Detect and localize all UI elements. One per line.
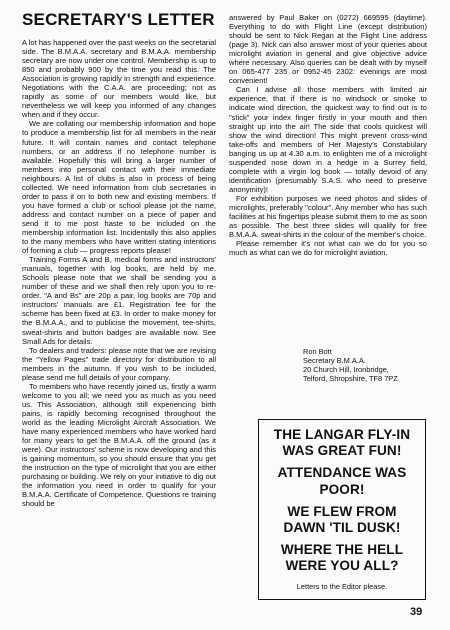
notice-line: ATTENDANCE WAS bbox=[277, 465, 407, 481]
paragraph: Please remember it's not what can we do for you so much as what can we do for microlight aviation. bbox=[229, 239, 427, 258]
paragraph: answered by Paul Baker on (0272) 669595 (daytime). Everything to do with Flight Line (except distribution) should be sent to Nick Regan at the Flight Line address (page 3). Nick can also answer most of your queries about microlight aviation in general and give objective advice where necessary. Also queries can be dealt with by myself on 065-477 235 or 0952-45 2302: evenings are most convenient! bbox=[229, 13, 427, 86]
paragraph: To members who have recently joined us, firstly a warm welcome to you all; we need you as much as you need us. This Association, although still experiencing birth pains, is rapidly becoming recognised throughout the world as the leading Microlight Aircraft Association. We have many experienced members who have worked hard for many years to get the B.M.A.A. off the ground (as it were). Our instructors' scheme is now developing and this is gaining momentum, so you should ensure that you get the instruction on the type of microlight that you are either purchasing or building. We rely on your initiative to dig out the information you need in order to qualify for your B.M.A.A. Certificate of Competence. Questions re training should be bbox=[22, 381, 216, 509]
paragraph: Can I advise all those members with limited air experience, that if there is no windsock or smoke to indicate wind direction, the quickest way to find out is to "stick" your index finger firstly in your mouth and then straight up into the air! The side that cools quickest will show the wind direction! This might prevent cross-wind take-offs and members of Her Majesty's Constabulary banging us up at 4.30 a.m. to enlighten me of a microlight suspended nose down in a hedge in a Surrey field, complete with a virgin log book — totally devoid of any identification (presumably S.A.S. who need to preserve anonymity)! bbox=[229, 85, 427, 194]
paragraph: A lot has happened over the past weeks on the secretarial side. The B.M.A.A. secretary and B.M.A.A. membership secretary are now under one control. Membership is up to 850 and probably 900 by the time you read this. The Association is growing rapidly in strength and experience. Negotiations with the C.A.A. are proceeding; not as rapidly as some of our members would like, but nevertheless we will keep you informed of any changes when and if they occur. bbox=[22, 38, 216, 120]
notice-line: POOR! bbox=[319, 481, 365, 497]
notice-box bbox=[258, 419, 426, 600]
paragraph: To dealers and traders: please note that we are revising the "Yellow Pages" trade directory for distribution to all members in the autumn. If you wish to be included, please send me full details of your company. bbox=[22, 345, 216, 382]
notice-line: DAWN 'TIL DUSK! bbox=[283, 520, 401, 536]
paragraph: For exhibition purposes we need photos and slides of microlights, preferably "colour". Any member who has such facilities at his fingertips please submit them to me as soon as possible. The best three slides will qualify for free B.M.A.A. sweat-shirts in the colour of the member's choice. bbox=[229, 193, 427, 240]
signature-address-line: Telford, Shropshire, TF8 7PZ bbox=[303, 374, 398, 383]
notice-line: WE FLEW FROM bbox=[287, 503, 397, 519]
signature-block bbox=[303, 347, 398, 383]
signature-title: Secretary B.M.A.A. bbox=[303, 356, 366, 365]
notice-line: WHERE THE HELL bbox=[280, 542, 404, 558]
notice-line: WAS GREAT FUN! bbox=[282, 443, 402, 459]
paragraph: Training Forms A and B, medical forms and instructors' manuals, together with log books, are held by me. Schools please note that we shall be sending you a number of these and we shall then rely upon you to re-order. "A and Bs" are 20p a pair, log books are 70p and instructors' manuals are £1. Registration fee for the scheme has been fixed at £3. In order to make money for the B.M.A.A., and to publicise the movement, tee-shirts, sweat-shirts and button badges are available now. See Small Ads for details. bbox=[22, 255, 216, 346]
page-number: 39 bbox=[410, 606, 423, 618]
notice-line: WERE YOU ALL? bbox=[285, 558, 399, 574]
notice-footer: Letters to the Editor please. bbox=[296, 582, 388, 591]
signature-name: Ron Bott bbox=[303, 347, 332, 356]
paragraph: We are collating our membership information and hope to produce a membership list for all members in the near future. It will contain names and contact telephone numbers, or an address if no telephone number is available. Hopefully this will bring a larger number of members into personal contact with their immediate neighbours. A list of clubs is also in process of being collected. We need information from club secretaries in order to pass it on to both new and existing members. If you have formed a club or school please jot the name, address and contact number on a piece of paper and send it to me post haste to be included on the membership information list. Incidentally this also applies to the many members who have written stating intentions of forming a club — progress reports please! bbox=[22, 119, 216, 256]
left-column bbox=[22, 38, 216, 508]
signature-address-line: 20 Church Hill, Ironbridge, bbox=[303, 365, 389, 374]
right-column bbox=[229, 13, 427, 257]
page-title: SECRETARY'S LETTER bbox=[22, 10, 215, 29]
notice-line: THE LANGAR FLY-IN bbox=[273, 427, 411, 442]
